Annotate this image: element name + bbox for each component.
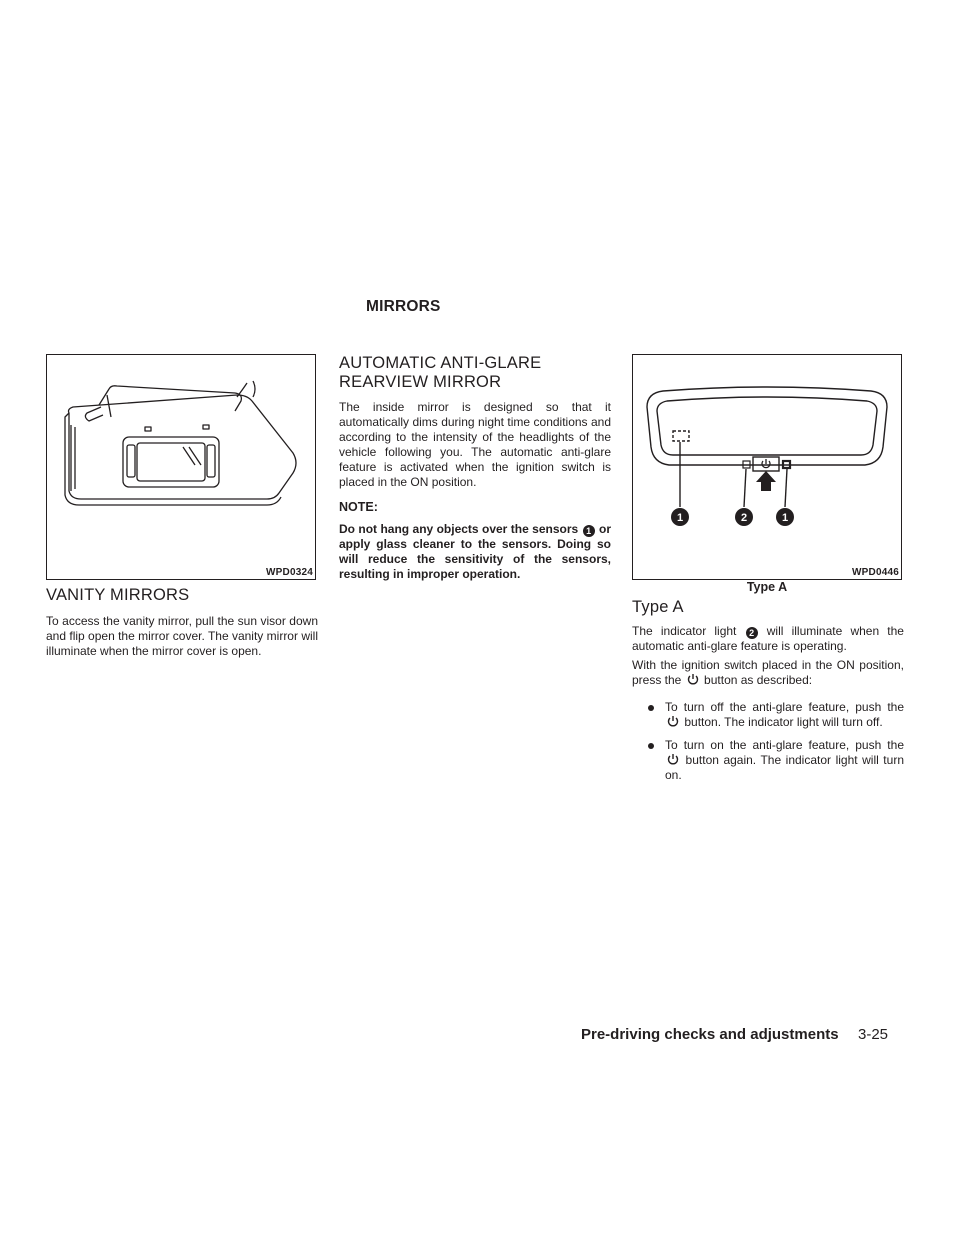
figure-caption: Type A bbox=[746, 580, 788, 594]
list-item bbox=[648, 700, 904, 730]
power-button-icon bbox=[667, 753, 679, 765]
bullet1-after: button. The indicator light will turn off. bbox=[684, 715, 883, 729]
note-block bbox=[339, 500, 611, 582]
vanity-mirrors-heading: VANITY MIRRORS bbox=[46, 586, 190, 604]
vanity-mirror-figure bbox=[46, 354, 316, 580]
bullet2-before: To turn on the anti-glare feature, push the bbox=[665, 738, 904, 752]
indicator-callout-badge: 2 bbox=[746, 627, 758, 639]
type-a-heading: Type A bbox=[632, 598, 684, 616]
note-text bbox=[339, 522, 611, 582]
callout-circles bbox=[671, 508, 794, 526]
callout-1-left: 1 bbox=[676, 512, 684, 524]
figure-code: WPD0324 bbox=[266, 567, 313, 578]
callout-1-right: 1 bbox=[781, 512, 789, 524]
list-item bbox=[648, 738, 904, 783]
page-number: 3-25 bbox=[858, 1026, 889, 1043]
section-title: MIRRORS bbox=[366, 298, 441, 315]
chapter-title: Pre-driving checks and adjustments bbox=[581, 1026, 839, 1043]
instruction-list bbox=[648, 700, 904, 791]
note-label: NOTE: bbox=[339, 500, 378, 514]
indicator-text-before: The indicator light bbox=[632, 624, 737, 638]
bullet2-after: button again. The indicator light will turn on. bbox=[665, 753, 904, 782]
indicator-text-after: will illuminate when the automatic anti-glare feature is operating. bbox=[632, 624, 904, 653]
sensor-callout-badge: 1 bbox=[583, 525, 595, 537]
indicator-light-text bbox=[632, 624, 904, 654]
antiglare-text: The inside mirror is designed so that it automatically dims during night time conditions and according to the intensity of the headlights of the vehicle following you. The automatic anti-glare feature is activated when the ignition switch is placed in the ON position. bbox=[339, 400, 611, 489]
power-button-icon bbox=[687, 673, 699, 685]
sun-visor-illustration bbox=[47, 355, 315, 579]
ignition-text-after: button as described: bbox=[704, 673, 813, 687]
note-text-part1: Do not hang any objects over the sensors bbox=[339, 522, 579, 536]
callout-2: 2 bbox=[740, 512, 748, 524]
rearview-mirror-figure bbox=[632, 354, 902, 580]
ignition-text-before: With the ignition switch placed in the ON position, press the bbox=[632, 658, 904, 687]
antiglare-heading-line1: AUTOMATIC ANTI-GLARE bbox=[339, 354, 542, 372]
figure-code: WPD0446 bbox=[852, 567, 899, 578]
bullet-icon bbox=[648, 705, 654, 711]
note-text-part2: or apply glass cleaner to the sensors. Doing so will reduce the sensitivity of the sensors, resulting in improper operation. bbox=[339, 522, 611, 581]
ignition-text bbox=[632, 658, 904, 688]
bullet-icon bbox=[648, 743, 654, 749]
antiglare-heading-line2: REARVIEW MIRROR bbox=[339, 373, 502, 391]
rearview-mirror-illustration bbox=[633, 355, 901, 579]
power-button-icon bbox=[667, 715, 679, 727]
vanity-mirrors-text: To access the vanity mirror, pull the sun visor down and flip open the mirror cover. The vanity mirror will illuminate when the mirror cover is open. bbox=[46, 614, 318, 658]
bullet1-before: To turn off the anti-glare feature, push the bbox=[665, 700, 904, 714]
